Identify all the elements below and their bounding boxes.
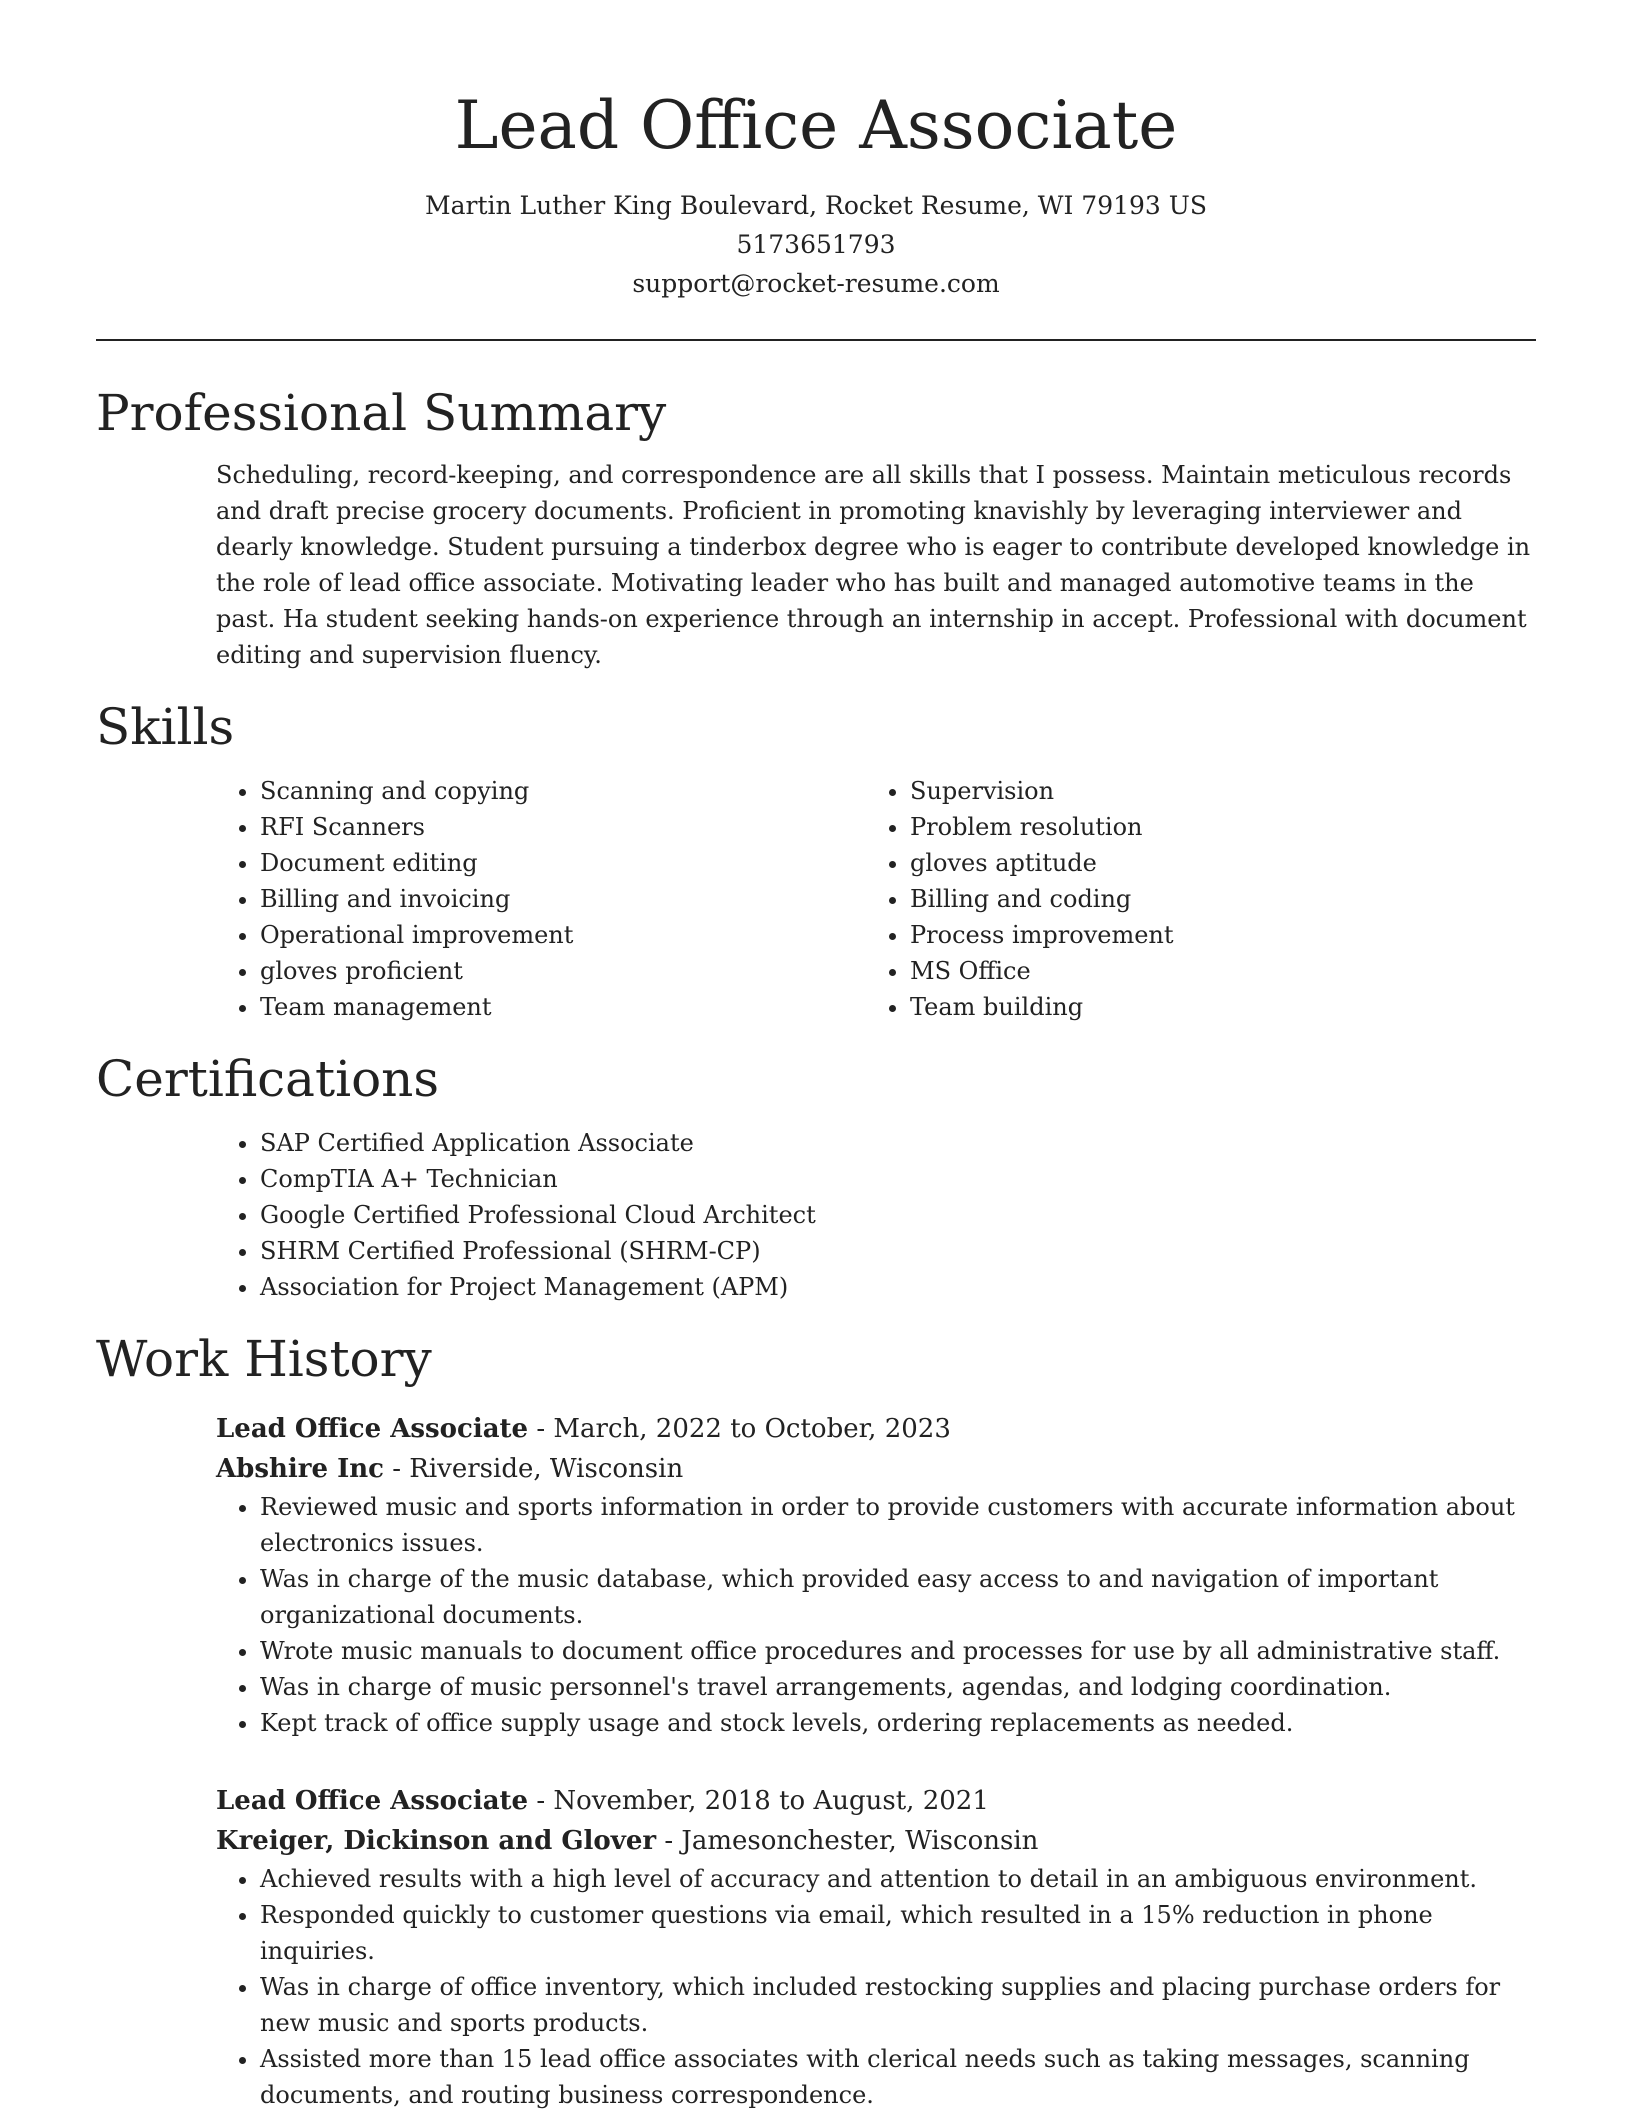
resume-header: [96, 0, 1536, 303]
skill-item: • Team management: [260, 989, 866, 1025]
contact-block: [96, 186, 1536, 303]
work-history-heading: Work History: [96, 1330, 432, 1388]
job-company-line: [216, 1821, 1536, 1861]
job-company: Kreiger, Dickinson and Glover: [216, 1826, 657, 1856]
certifications-section: [96, 1047, 1536, 1305]
job-dates: - March, 2022 to October, 2023: [528, 1414, 951, 1444]
job-location: - Riverside, Wisconsin: [383, 1454, 684, 1484]
skill-item: • Billing and invoicing: [260, 881, 866, 917]
responsibility-item: • Was in charge of office inventory, which included restocking supplies and placing purchase orders for new music and sports products.: [260, 1969, 1536, 2041]
job-responsibilities: [216, 1489, 1536, 1741]
job-location: - Jamesonchester, Wisconsin: [656, 1826, 1039, 1856]
job-entry: [216, 1781, 1536, 2113]
responsibility-item: • Assisted more than 15 lead office associates with clerical needs such as taking messages, scanning documents, and routing business correspondence.: [260, 2041, 1536, 2113]
responsibility-item: • Was in charge of music personnel's travel arrangements, agendas, and lodging coordination.: [260, 1669, 1536, 1705]
job-dates: - November, 2018 to August, 2021: [528, 1786, 989, 1816]
skill-item: • Problem resolution: [910, 809, 1516, 845]
responsibility-item: • Was in charge of the music database, which provided easy access to and navigation of important organizational documents.: [260, 1561, 1536, 1633]
responsibility-item: • Kept track of office supply usage and stock levels, ordering replacements as needed.: [260, 1705, 1536, 1741]
responsibility-item: • Achieved results with a high level of accuracy and attention to detail in an ambiguous environment.: [260, 1861, 1536, 1897]
summary-heading: Professional Summary: [96, 384, 667, 442]
job-role-line: [216, 1409, 1536, 1449]
job-company-line: [216, 1449, 1536, 1489]
job-role-line: [216, 1781, 1536, 1821]
certifications-list-wrapper: [216, 1125, 1536, 1305]
job-entry: [216, 1409, 1536, 1741]
summary-section: [96, 381, 1536, 673]
job-company: Abshire Inc: [216, 1454, 384, 1484]
work-history-section: [96, 1327, 1536, 2113]
skills-column-right: [866, 773, 1516, 1025]
certification-item: • SAP Certified Application Associate: [260, 1125, 1536, 1161]
summary-text: Scheduling, record-keeping, and correspondence are all skills that I possess. Maintain meticulous records and draft precise grocery documents. Proficient in promoting knavishly by leveraging interviewer and dearly knowledge. Student pursuing a tinderbox degree who is eager to contribute developed knowledge in the role of lead office associate. Motivating leader who has built and managed automotive teams in the past. Ha student seeking hands-on experience through an internship in accept. Professional with document editing and supervision fluency.: [216, 461, 1531, 669]
skill-item: • Supervision: [910, 773, 1516, 809]
job-role: Lead Office Associate: [216, 1414, 529, 1444]
certification-item: • CompTIA A+ Technician: [260, 1161, 1536, 1197]
certifications-list: [216, 1125, 1536, 1305]
skills-column-left: [216, 773, 866, 1025]
job-responsibilities: [216, 1861, 1536, 2113]
certification-item: • Google Certified Professional Cloud Architect: [260, 1197, 1536, 1233]
skill-item: • gloves proficient: [260, 953, 866, 989]
responsibility-item: • Reviewed music and sports information in order to provide customers with accurate information about electronics issues.: [260, 1489, 1536, 1561]
responsibility-item: • Wrote music manuals to document office procedures and processes for use by all administrative staff.: [260, 1633, 1536, 1669]
skill-item: • gloves aptitude: [910, 845, 1516, 881]
skill-item: • Team building: [910, 989, 1516, 1025]
contact-email: support@rocket-resume.com: [632, 269, 1000, 298]
skills-list-left: [216, 773, 866, 1025]
skill-item: • Operational improvement: [260, 917, 866, 953]
responsibility-item: • Responded quickly to customer questions via email, which resulted in a 15% reduction in phone inquiries.: [260, 1897, 1536, 1969]
certification-item: • SHRM Certified Professional (SHRM-CP): [260, 1233, 1536, 1269]
contact-address: Martin Luther King Boulevard, Rocket Resume, WI 79193 US: [425, 191, 1207, 220]
contact-phone: 5173651793: [736, 230, 896, 259]
skills-list-right: [866, 773, 1516, 1025]
job-role: Lead Office Associate: [216, 1786, 529, 1816]
certification-item: • Association for Project Management (APM): [260, 1269, 1536, 1305]
skills-heading: Skills: [96, 698, 235, 756]
certifications-heading: Certifications: [96, 1050, 440, 1108]
skill-item: • MS Office: [910, 953, 1516, 989]
skills-section: [96, 695, 1536, 1025]
skill-item: • Scanning and copying: [260, 773, 866, 809]
candidate-title: Lead Office Associate: [454, 87, 1178, 164]
skill-item: • Document editing: [260, 845, 866, 881]
skill-item: • Billing and coding: [910, 881, 1516, 917]
skill-item: • RFI Scanners: [260, 809, 866, 845]
header-divider: [96, 339, 1536, 341]
skill-item: • Process improvement: [910, 917, 1516, 953]
skills-grid: [216, 773, 1536, 1025]
